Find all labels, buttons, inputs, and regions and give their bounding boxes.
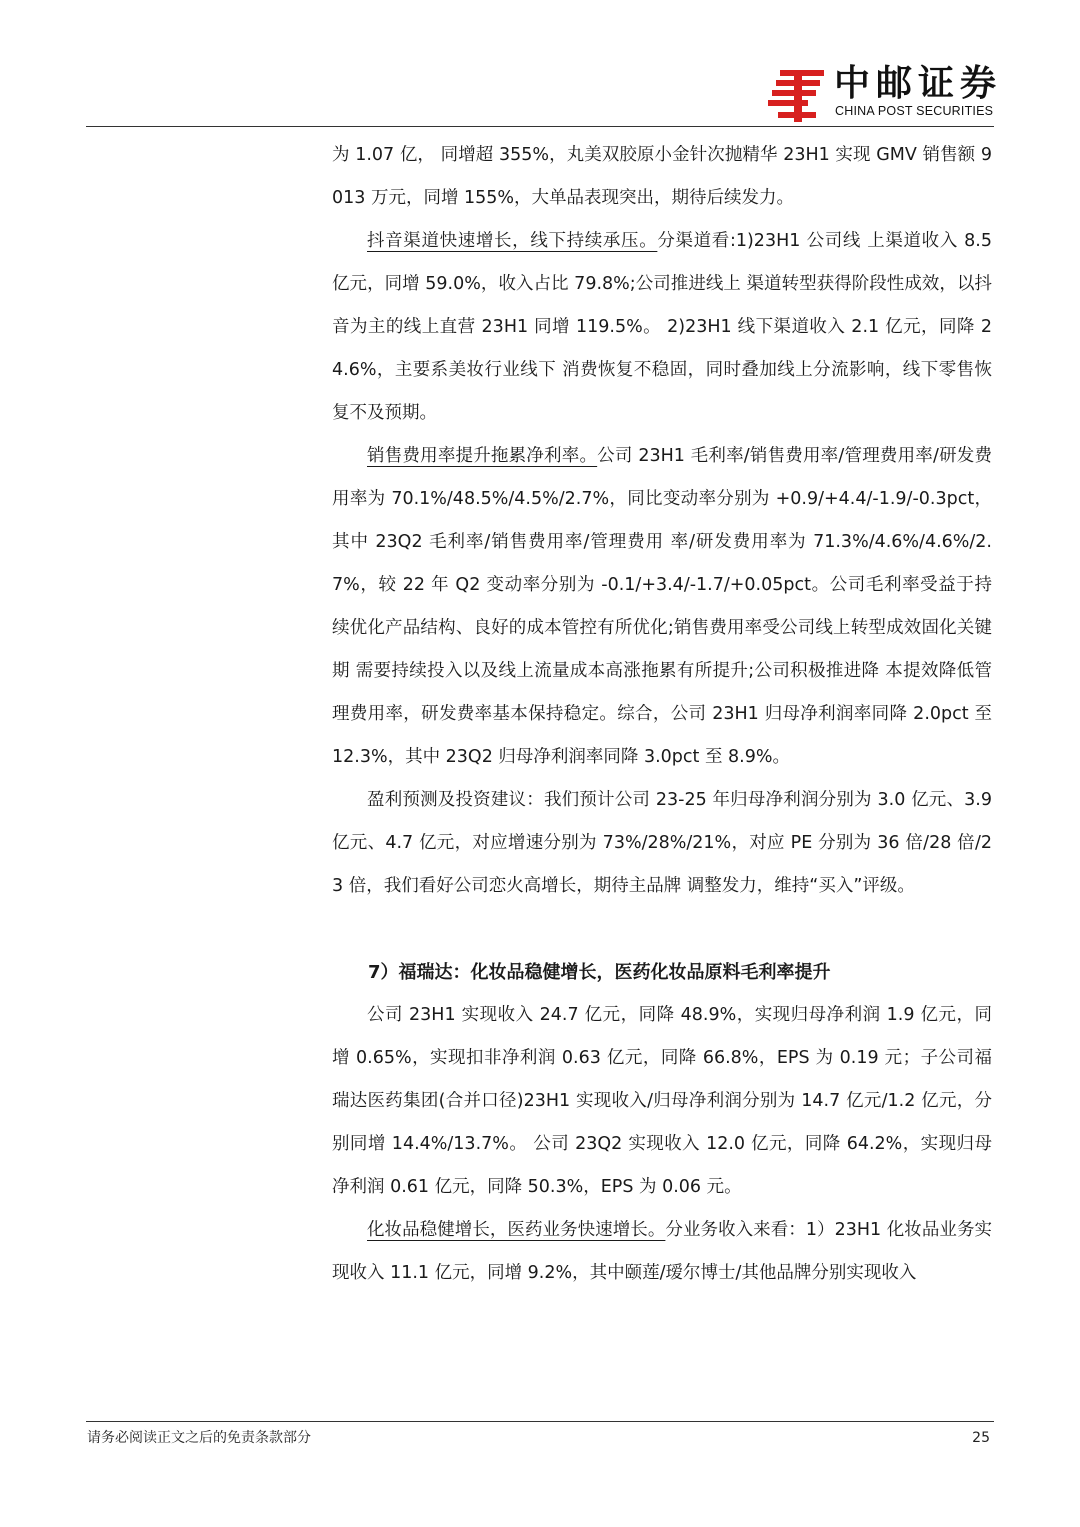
paragraph-channels [332,220,992,435]
paragraph-heading-business: 化妆品稳健增长，医药业务快速增长。 [367,1220,666,1240]
paragraph-body-expenses: 公司 23H1 毛利率/销售费用率/管理费用率/研发费用率为 70.1%/48.5%/4.5%/2.7%，同比变动率分别为 +0.9/+4.4/-1.9/-0.3pct，其中 23Q2 毛利率/销售费用率/管理费用 率/研发费用率为 71.3%/4.6%/4.6%/2.7%，较 22 年 Q2 变动率分别为 -0.1/+3.4/-1.7/+0.05pct。公司毛利率受益于持续优化产品结构、良好的成本管控有所优化;销售费用率受公司线上转型成效固化关键期 需要持续投入以及线上流量成本高涨拖累有所提升;公司积极推进降 本提效降低管理费用率，研发费率基本保持稳定。综合，公司 23H1 归母净利润率同降 2.0pct 至 12.3%，其中 23Q2 归母净利润率同降 3.0pct 至 8.9%。 [332,446,993,767]
report-body [332,134,992,1295]
page-number: 25 [972,1430,990,1446]
paragraph-forecast: 盈利预测及投资建议：我们预计公司 23-25 年归母净利润分别为 3.0 亿元、3.9 亿元、4.7 亿元，对应增速分别为 73%/28%/21%，对应 PE 分别为 36 倍/28 倍/23 倍，我们看好公司恋火高增长，期待主品牌 调整发力，维持“买入”评级。 [332,790,992,896]
section-title: 7）福瑞达：化妆品稳健增长，医药化妆品原料毛利率提升 [368,962,831,983]
paragraph-continued: 为 1.07 亿， 同增超 355%，丸美双胶原小金针次抛精华 23H1 实现 GMV 销售额 9013 万元，同增 155%，大单品表现突出，期待后续发力。 [332,145,992,208]
paragraph-expenses [332,435,992,779]
paragraph-heading-expenses: 销售费用率提升拖累净利率。 [367,446,598,466]
paragraph-furuida-results: 公司 23H1 实现收入 24.7 亿元，同降 48.9%，实现归母净利润 1.9 亿元，同增 0.65%，实现扣非净利润 0.63 亿元，同降 66.8%，EPS 为 0.19 元；子公司福瑞达医药集团(合并口径)23H1 实现收入/归母净利润分别为 14.7 亿元/1.2 亿元，分别同增 14.4%/13.7%。 公司 23Q2 实现收入 12.0 亿元，同降 64.2%，实现归母净利润 0.61 亿元，同降 50.3%，EPS 为 0.06 元。 [332,1005,992,1197]
footer-divider [86,1421,994,1422]
paragraph-business [332,1209,992,1295]
paragraph-heading-channels: 抖音渠道快速增长，线下持续承压。 [367,231,658,251]
footer-disclaimer: 请务必阅读正文之后的免责条款部分 [87,1430,311,1446]
china-post-logo-icon [766,66,828,126]
header-divider [86,126,994,127]
logo-chinese-name: 中邮证券 [834,63,1003,104]
logo-english-name: CHINA POST SECURITIES [835,104,994,118]
paragraph-body-business: 分业务收入来看：1）23H1 化妆品业务实现收入 11.1 亿元，同增 9.2%，其中颐莲/瑷尔博士/其他品牌分别实现收入 [332,1220,993,1283]
page-header [0,0,1080,130]
paragraph-body-channels: 分渠道看:1)23H1 公司线 上渠道收入 8.5 亿元，同增 59.0%，收入占比 79.8%;公司推进线上 渠道转型获得阶段性成效，以抖音为主的线上直营 23H1 同增 119.5%。 2)23H1 线下渠道收入 2.1 亿元，同降 24.6%，主要系美妆行业线下 消费恢复不稳固，同时叠加线上分流影响，线下零售恢复不及预期。 [332,231,993,423]
